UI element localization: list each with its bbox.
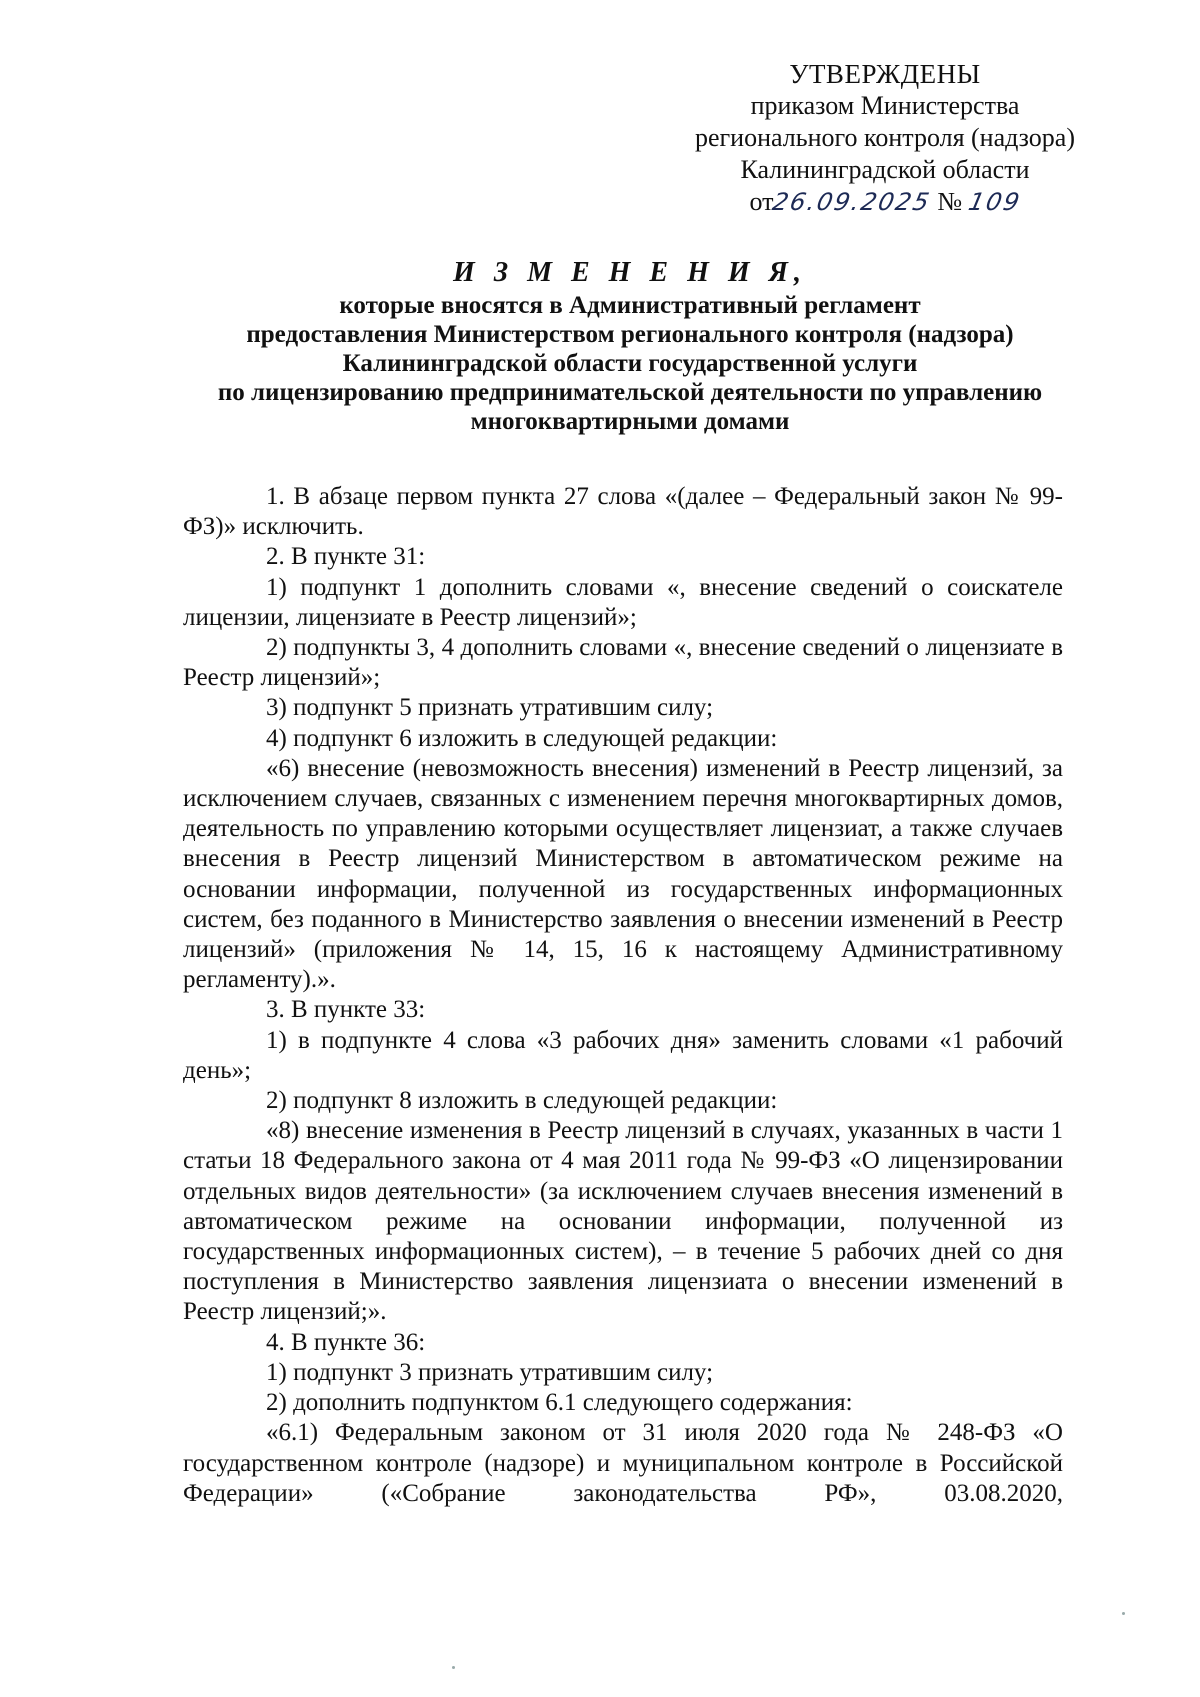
title-line: предоставления Министерством регионального контроля (надзора): [246, 321, 1014, 348]
paragraph: 2) подпункт 8 изложить в следующей редакции:: [266, 1087, 778, 1115]
title-line: по лицензированию предпринимательской деятельности по управлению: [217, 379, 1043, 406]
paragraph: 2) подпункты 3, 4 дополнить словами «, внесение сведений о лицензиате в Реестр лицензий»;: [183, 634, 1063, 692]
title-line: Калининградской области государственной услуги: [342, 350, 918, 377]
scan-speck: [1122, 1612, 1125, 1615]
approval-stamp-block: [670, 58, 1100, 218]
paragraph: 3. В пункте 33:: [266, 996, 426, 1024]
paragraph: 1) подпункт 3 признать утратившим силу;: [266, 1358, 714, 1386]
scan-speck: [452, 1666, 455, 1669]
paragraph: 2) дополнить подпунктом 6.1 следующего содержания:: [266, 1389, 853, 1417]
paragraph: 3) подпункт 5 признать утратившим силу;: [266, 694, 714, 722]
document-body: [183, 482, 1063, 1509]
paragraph: 1) в подпункте 4 слова «3 рабочих дня» заменить словами «1 рабочий день»;: [183, 1026, 1063, 1084]
number-prefix: №: [937, 187, 963, 216]
paragraph: «8) внесение изменения в Реестр лицензий в случаях, указанных в части 1 статьи 18 Федерального закона от 4 мая 2011 года № 99-ФЗ «О лицензировании отдельных видов деятельности» (за исключением случаев внесения изменений в автоматическом режиме на основании информации, полученной из государственных информационных систем), – в течение 5 рабочих дней со дня поступления в Министерство заявления лицензиата о внесении изменений в Реестр лицензий;».: [183, 1117, 1063, 1326]
handwritten-number: 109: [965, 188, 1024, 216]
approval-title: УТВЕРЖДЕНЫ: [789, 59, 981, 89]
paragraph: «6.1) Федеральным законом от 31 июля 2020 года № 248-ФЗ «О государственном контроле (надзоре) и муниципальном контроле в Российской Федерации» («Собрание законодательства РФ», 03.08.2020,: [183, 1419, 1063, 1507]
approval-date-line: [670, 186, 1100, 218]
approval-line-1: приказом Министерства: [750, 91, 1020, 120]
document-title: [180, 258, 1080, 436]
approval-line-2: регионального контроля (надзора): [694, 123, 1076, 152]
title-line: многоквартирными домами: [470, 408, 790, 435]
handwritten-date: 26.09.2025: [770, 188, 934, 216]
paragraph: «6) внесение (невозможность внесения) изменений в Реестр лицензий, за исключением случаев, связанных с изменением перечня многоквартирных домов, деятельность по управлению которыми осуществляет лицензиат, а также случаев внесения в Реестр лицензий Министерством в автоматическом режиме на основании информации, полученной из государственных информационных систем, без поданного в Министерство заявления о внесении изменений в Реестр лицензий» (приложения № 14, 15, 16 к настоящему Административному регламенту).».: [183, 754, 1063, 994]
title-main: И З М Е Н Е Н И Я,: [453, 257, 807, 288]
title-line: которые вносятся в Административный регламент: [339, 292, 921, 319]
paragraph: 4) подпункт 6 изложить в следующей редакции:: [266, 724, 778, 752]
paragraph: 1. В абзаце первом пункта 27 слова «(далее – Федеральный закон № 99-ФЗ)» исключить.: [183, 483, 1063, 541]
paragraph: 1) подпункт 1 дополнить словами «, внесение сведений о соискателе лицензии, лицензиате в Реестр лицензий»;: [183, 573, 1063, 631]
date-prefix: от: [749, 187, 774, 216]
paragraph: 2. В пункте 31:: [266, 543, 426, 571]
approval-line-3: Калининградской области: [740, 155, 1030, 184]
paragraph: 4. В пункте 36:: [266, 1328, 426, 1356]
